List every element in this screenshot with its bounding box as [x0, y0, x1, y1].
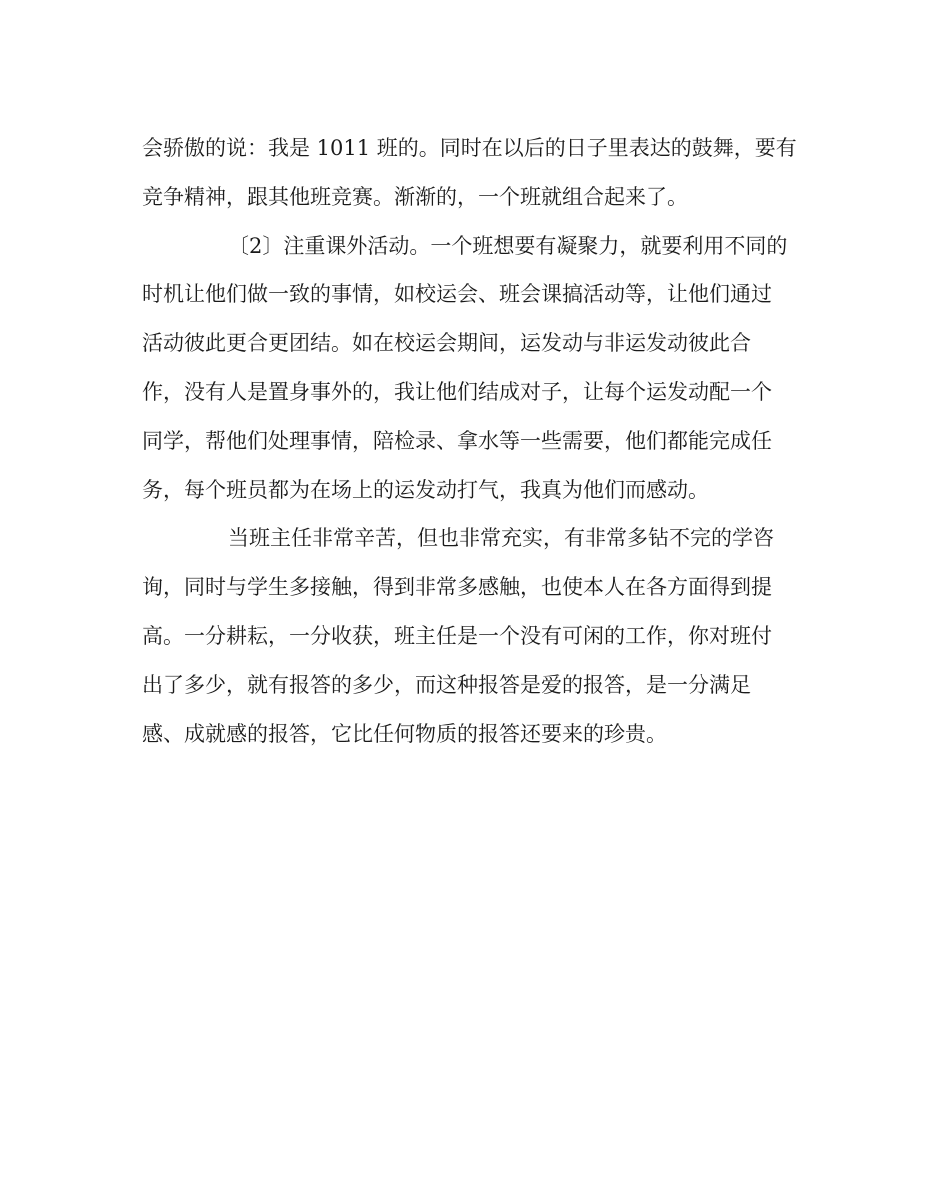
text-line: 询，同时与学生多接触，得到非常多感触，也使本人在各方面得到提 [142, 575, 772, 600]
text-line: 务，每个班员都为在场上的运发动打气，我真为他们而感动。 [142, 477, 709, 502]
text-line: 感、成就感的报答，它比任何物质的报答还要来的珍贵。 [142, 721, 667, 746]
text-line: 活动彼此更合更团结。如在校运会期间，运发动与非运发动彼此合 [142, 331, 751, 356]
text-line: 作，没有人是置身事外的，我让他们结成对子，让每个运发动配一个 [142, 379, 772, 404]
text-line: 竞争精神，跟其他班竞赛。渐渐的，一个班就组合起来了。 [142, 184, 688, 209]
paragraph-start-line: 〔2〕注重课外活动。一个班想要有凝聚力，就要利用不同的 [228, 233, 788, 258]
text-line: 会骄傲的说：我是 1011 班的。同时在以后的日子里表达的鼓舞，要有 [142, 136, 797, 160]
paragraph-start-line: 当班主任非常辛苦，但也非常充实，有非常多钻不完的学咨 [228, 526, 774, 551]
body-text [142, 124, 822, 758]
text-line: 同学，帮他们处理事情，陪检录、拿水等一些需要，他们都能完成任 [142, 428, 772, 453]
text-line: 高。一分耕耘，一分收获，班主任是一个没有可闲的工作，你对班付 [142, 623, 772, 648]
text-line: 时机让他们做一致的事情，如校运会、班会课搞活动等，让他们通过 [142, 282, 772, 307]
text-line: 出了多少，就有报答的多少，而这种报答是爱的报答，是一分满足 [142, 672, 751, 697]
